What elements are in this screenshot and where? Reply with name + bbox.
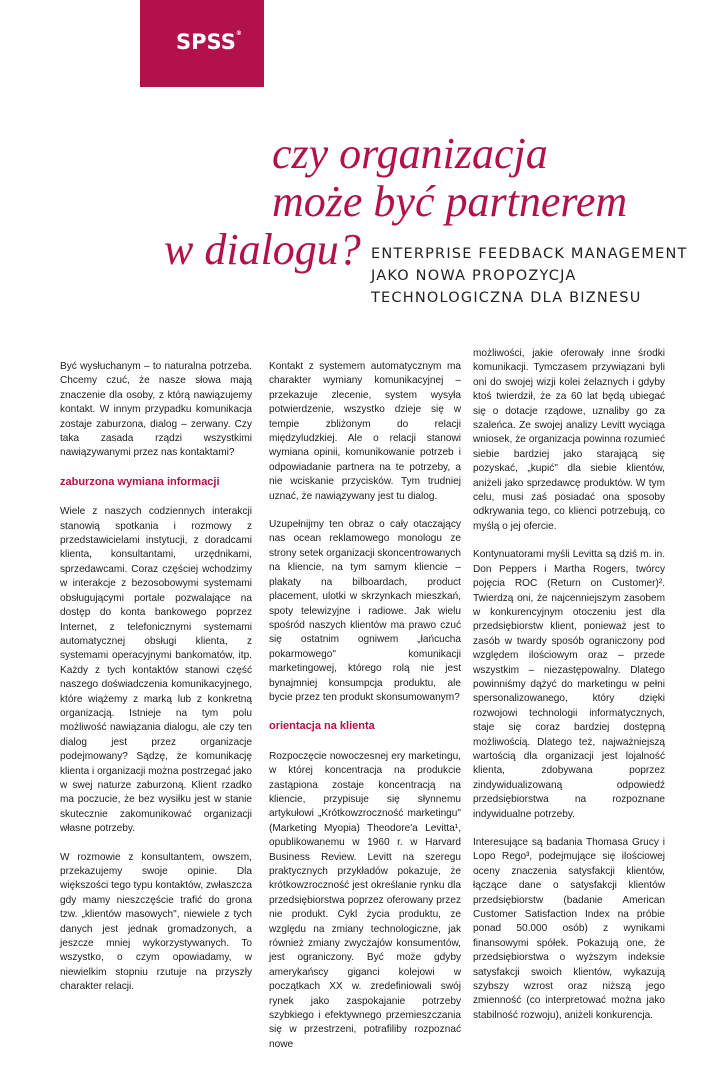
subtitle-line-2: JAKO NOWA PROPOZYCJA [371,268,577,284]
paragraph: W rozmowie z konsultantem, owszem, przekazujemy swoje opinie. Dla większości tego typu kontaktów, zwłaszcza gdy mamy nieszczęście trafić do grona tzw. „klientów masowych", niewiele z tych danych jest jednak gromadzonych, a jeszcze mniej wykorzystywanych. To wszystko, o czym opowiadamy, w niewielkim stopniu rzutuje na przyszły charakter relacji. [60,851,252,993]
section-heading: zaburzona wymiana informacji [60,475,220,488]
paragraph: Wiele z naszych codziennych interakcji stanowią spotkania i rozmowy z przedstawicielami instytucji, z doradcami klienta, konsultantami, urzędnikami, sprzedawcami. Coraz częściej wchodzimy w interakcje z bezosobowymi systemami obsługującymi portale pozwalające na dostęp do konta bankowego poprzez Internet, z telefonicznymi systemami automatycznej obsługi klienta, z systemami operacyjnymi bankomatów, itp. Każdy z tych kontaktów stanowi część naszego doświadczenia komunikacyjnego, które wiążemy z marką lub z konkretną organizacją. Istnieje na tym polu możliwość nawiązania dialogu, ale czy ten dialog jest przez organizacje podejmowany? Sądzę, że komunikację klienta i organizacji można postrzegać jako w swej naturze zaburzoną. Klient rzadko ma poczucie, że bez wysiłku jest w stanie skutecznie zakomunikować organizacji własne potrzeby. [60,506,252,835]
paragraph: Uzupełnijmy ten obraz o cały otaczający nas ocean reklamowego monologu ze strony setek organizacji skoncentrowanych na kliencie, na tym samym kliencie – plakaty na bilboardach, product placement, ulotki w skrzynkach mieszkań, spoty telewizyjne i radiowe. Jak wielu spośród naszych klientów ma prawo czuć się ostatnim ogniwem „łańcucha pokarmowego" komunikacji marketingowej, którego rolą nie jest bynajmniej konsumpcja produktu, ale bycie przez ten produkt skonsumowanym? [269,519,461,703]
paragraph: Kontynuatorami myśli Levitta są dziś m. in. Don Peppers i Martha Rogers, twórcy pojęcia ROC (Return on Customer)². Twierdzą oni, że najcenniejszym zasobem w konkurencyjnym otoczeniu jest dla przedsiębiorstw klient, ponieważ jest to zasób w twardy sposób ograniczony pod względem ilościowym oraz – przede wszystkim – niezastępowalny. Dlatego powinniśmy dążyć do marketingu w pełni spersonalizowanego, który dzięki rozwojowi technologii informatycznych, staje się coraz bardziej dostępną możliwością. Dlatego też, najważniejszą wartością dla organizacji jest lojalność klienta, zdobywana poprzez zindywidualizowaną odpowiedź przedsiębiorstwa na rozpoznane indywidualne potrzeby. [473,549,665,820]
section-heading: orientacja na klienta [269,720,375,733]
paragraph: Kontakt z systemem automatycznym ma charakter wymiany komunikacyjnej – przekazuje zlecenie, system wysyła potwierdzenie, wszystko dzieje się w tempie zbliżonym do relacji międzyludzkiej. Ale o relacji stanowi wymiana opinii, komunikowanie potrzeb i odpowiadanie partnera na te potrzeby, a nie wciskanie przycisków. Tym trudniej uznać, że nawiązywany jest tu dialog. [269,361,461,502]
subtitle-line-1: ENTERPRISE FEEDBACK MANAGEMENT [371,246,688,262]
paragraph: Rozpoczęcie nowoczesnej ery marketingu, w której koncentracja na produkcie zastąpiona zostaje koncentracją na kliencie, przypisuje się słynnemu artykułowi „Krótkowzroczność marketingu" (Marketing Myopia) Theodore'a Levitta¹, opublikowanemu w 1960 r. w Harvard Business Review. Levitt na szeregu praktycznych przykładów pokazuje, że krótkowzroczność jest określanie rynku dla przedsiębiorstwa poprzez oferowany przez nie produkt. Cykl życia produktu, ze względu na zmiany technologiczne, jak również zmiany zwyczajów konsumentów, jest ograniczony. Być może gdyby amerykańscy giganci kolejowi w początkach XX w. zredefiniowali swój rynek jako zaspokajanie potrzeby szybkiego i efektywnego przemieszczania się w przestrzeni, potrafiliby rozpoznać nowe [269,750,461,1050]
paragraph: możliwości, jakie oferowały inne środki komunikacji. Tymczasem przywiązani byli oni do swojej wizji kolei żelaznych i gdyby ktoś twierdził, że za 60 lat będą ubiegać się o dotacje rządowe, uznaliby go za szaleńca. Ze swojej analizy Levitt wyciąga wniosek, że organizacja powinna rozumieć siebie bardziej jako starającą się pozyskać, „kupić" dla siebie klientów, aniżeli jako sprzedawcę produktów. W tym celu, musi zaś posiadać ona sposoby odkrywania tego, co klienci potrzebują, co myślą o jej ofercie. [473,348,665,532]
subtitle-line-3: TECHNOLOGICZNA DLA BIZNESU [371,290,642,306]
title-line-2: może być partnerem [272,177,628,226]
title-line-1: czy organizacja [272,129,548,178]
text-column-3 [473,347,665,1037]
paragraph: Interesujące są badania Thomasa Grucy i Lopo Rego³, podejmujące się ilościowej oceny znaczenia satysfakcji klientów, łączące dane o satysfakcji klientów przedsiębiorstw (badanie American Customer Satisfaction Index na próbie ponad 50.000 osób) z wynikami finansowymi spółek. Pokazują one, że przedsiębiorstwa o wyższym indeksie satysfakcji swoich klientów, wykazują szybszy wzrost oraz niższą jego zmienność (co interpretować można jako stabilność rozwoju), aniżeli konkurencja. [473,837,665,1021]
paragraph: Być wysłuchanym – to naturalna potrzeba. Chcemy czuć, że nasze słowa mają znaczenie dla osoby, z którą nawiązujemy kontakt. W innym przypadku komunikacja zostaje zaburzona, dialog – zerwany. Czy taka zasada rządzi wszystkimi nawiązywanymi przez nas kontaktami? [60,361,252,459]
subtitle [371,243,688,309]
text-column-1 [60,360,252,1009]
title-line-3: w dialogu? [164,225,361,274]
spss-logo [140,0,264,87]
text-column-2 [269,360,461,1066]
logo-text: SPSS® [176,30,242,54]
